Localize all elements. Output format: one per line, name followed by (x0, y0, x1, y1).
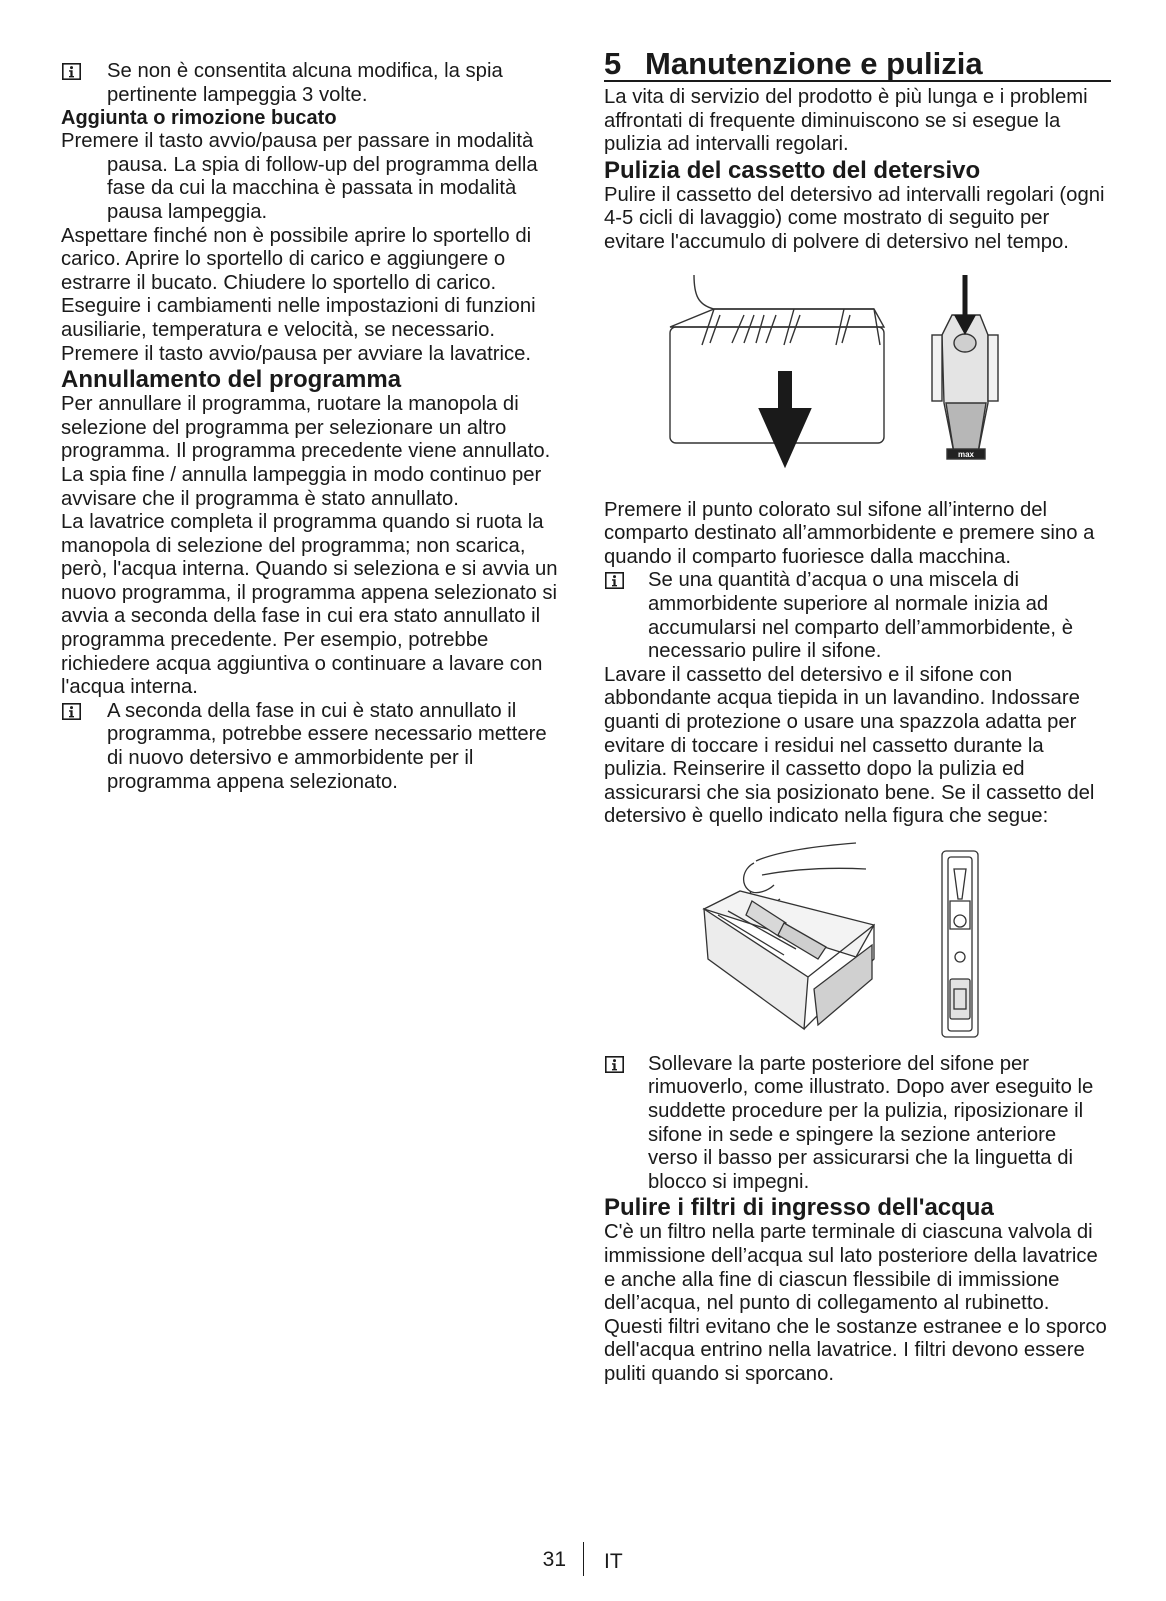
info-icon (605, 1056, 624, 1073)
paragraph: Premere il tasto avvio/pausa per passare in modalità pausa. La spia di follow-up del programma della fase da cui la macchina è passata in modalità pausa lampeggia. (61, 130, 538, 223)
note-text: Se non è consentita alcuna modifica, la spia pertinente lampeggia 3 volte. (107, 60, 503, 106)
section-heading: Aggiunta o rimozione bucato (61, 107, 337, 130)
siphon-lift-figure (604, 839, 1111, 1049)
drawer-removal-figure (604, 275, 1111, 495)
paragraph: La lavatrice completa il programma quando si ruota la manopola di selezione del programma; non scarica, però, l'acqua interna. Quando si seleziona e si avvia un nuovo programma, il programma appena selezionato si avvia a seconda della fase in cui era stato annullato il programma precedente. Per esempio, potrebbe richiedere acqua aggiuntiva o continuare a lavare con l'acqua interna. (61, 511, 558, 699)
chapter-title-text: Manutenzione e pulizia (645, 46, 983, 81)
section-heading: Pulire i filtri di ingresso dell'acqua (604, 1194, 994, 1222)
note-text: A seconda della fase in cui è stato annullato il programma, potrebbe essere necessario mettere di nuovo detersivo e ammorbidente per il programma appena selezionato. (107, 699, 547, 793)
info-note (61, 60, 568, 107)
page-number: 31 (542, 1548, 566, 1571)
info-icon (605, 572, 624, 589)
paragraph: La vita di servizio del prodotto è più lunga e i problemi affrontati di frequente diminuiscono se si esegue la pulizia ad intervalli regolari. (604, 86, 1088, 156)
paragraph: Lavare il cassetto del detersivo e il sifone con abbondante acqua tiepida in un lavandino. Indossare guanti di protezione o usare una spazzola adatta per evitare di toccare i residui nel cassetto durante la pulizia. Reinserire il cassetto dopo la pulizia ed assicurarsi che sia posizionato bene. Se il cassetto del detersivo è quello indicato nella figura che segue: (604, 663, 1095, 828)
right-column (604, 48, 1111, 1387)
section-heading: Annullamento del programma (61, 366, 402, 394)
note-text: Se una quantità d’acqua o una miscela di ammorbidente superiore al normale inizia ad accumularsi nel comparto dell’ammorbidente, è necessario pulire il sifone. (648, 569, 1073, 663)
info-icon (62, 703, 81, 720)
paragraph: C'è un filtro nella parte terminale di ciascuna valvola di immissione dell’acqua sul lato posteriore della lavatrice e anche alla fine di ciascun flessibile di immissione dell’acqua, nel punto di collegamento al rubinetto. Questi filtri evitano che le sostanze estranee e lo sporco dell'acqua entrino nella lavatrice. I filtri devono essere puliti quando si sporcano. (604, 1221, 1107, 1385)
note-text: Sollevare la parte posteriore del sifone per rimuoverlo, come illustrato. Dopo aver eseguito le suddette procedure per la pulizia, riposizionare il sifone in sede e spingere la sezione anteriore verso il basso per assicurarsi che la linguetta di blocco si impegni. (648, 1052, 1094, 1193)
chapter-title (604, 48, 1111, 82)
paragraph: Per annullare il programma, ruotare la manopola di selezione del programma per selezionare un altro programma. Il programma precedente viene annullato. La spia fine / annulla lampeggia in modo continuo per avvisare che il programma è stato annullato. (61, 393, 551, 510)
paragraph: Premere il punto colorato sul sifone all’interno del comparto destinato all’ammorbidente e premere sino a quando il comparto fuoriesce dalla macchina. (604, 498, 1095, 568)
max-label: max (957, 449, 975, 459)
info-note (604, 569, 1111, 663)
info-note (61, 700, 568, 794)
info-icon (62, 63, 81, 80)
left-column (61, 60, 568, 794)
paragraph: Aspettare finché non è possibile aprire lo sportello di carico. Aprire lo sportello di carico e aggiungere o estrarre il bucato. Chiudere lo sportello di carico. Eseguire i cambiamenti nelle impostazioni di funzioni ausiliarie, temperatura e velocità, se necessario. Premere il tasto avvio/pausa per avviare la lavatrice. (61, 224, 536, 365)
info-note (604, 1053, 1111, 1195)
section-heading: Pulizia del cassetto del detersivo (604, 156, 981, 184)
chapter-number: 5 (604, 46, 622, 81)
footer-divider (583, 1542, 584, 1576)
paragraph: Pulire il cassetto del detersivo ad intervalli regolari (ogni 4-5 cicli di lavaggio) come mostrato di seguito per evitare l'accumulo di polvere di detersivo nel tempo. (604, 183, 1105, 253)
language-code: IT (604, 1550, 623, 1573)
